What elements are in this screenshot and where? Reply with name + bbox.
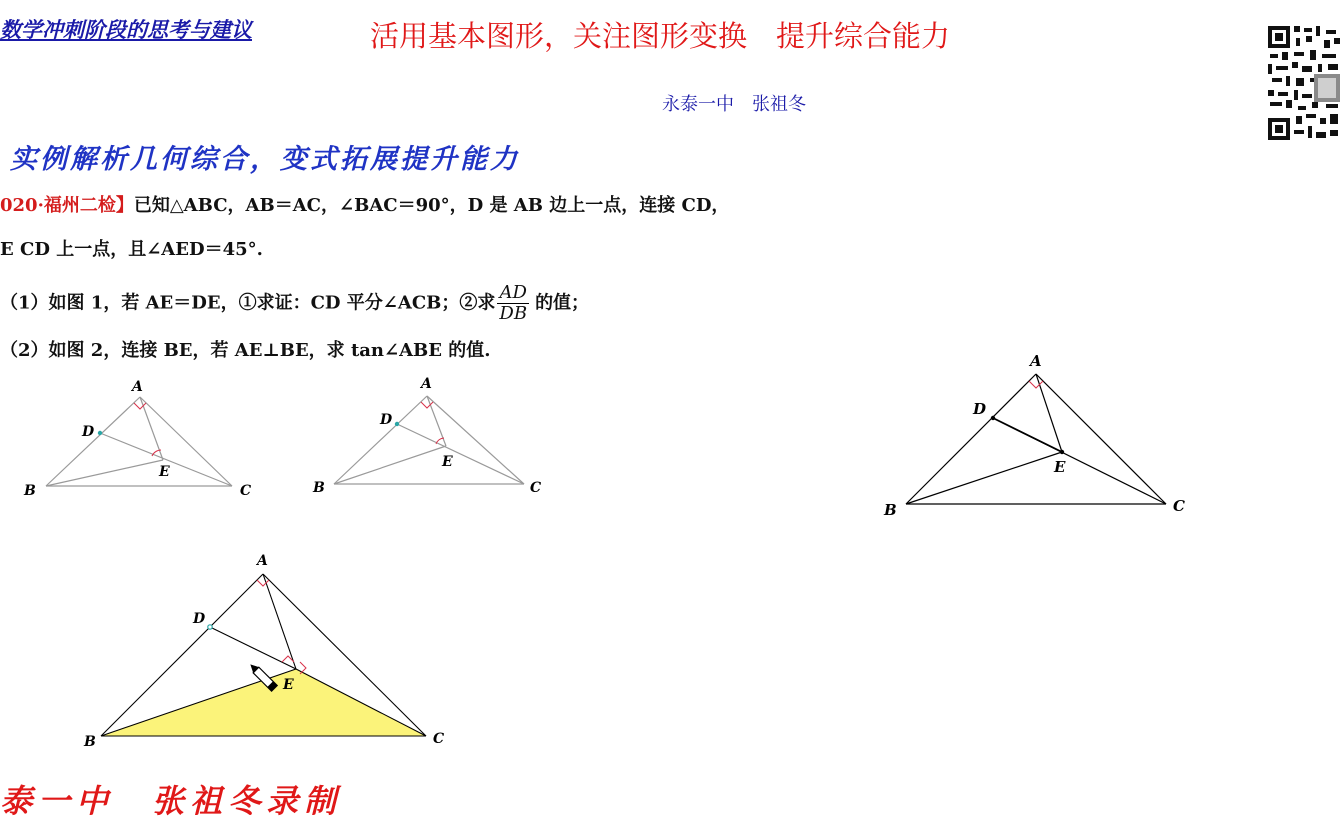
section-heading: 实例解析几何综合，变式拓展提升能力 [10,144,520,175]
label-a: A [132,379,143,395]
label-d: D [82,424,95,440]
figure-1 [20,372,260,502]
fraction-denominator: DB [499,303,528,324]
label-d: D [193,611,206,627]
label-a: A [421,376,432,392]
label-e: E [283,677,294,693]
author-line: 永泰一中 张祖冬 [662,94,806,115]
problem-line-2: E CD 上一点，且∠AED＝45°. [0,239,263,260]
label-b: B [313,480,325,496]
problem-source: 020·福州二检】 [0,195,134,216]
qr-code-icon [1266,22,1341,144]
problem-part1-end: 的值； [535,292,590,314]
problem-line-4: （2）如图 2，连接 BE，若 AE⊥BE，求 tan∠ABE 的值. [0,340,491,361]
label-a: A [1030,352,1042,370]
footer-credit: 泰一中 张祖冬录制 [0,782,343,820]
figure-4 [80,548,450,748]
label-e: E [159,464,170,480]
problem-part1-text: （1）如图 1，若 AE＝DE，①求证：CD 平分∠ACB；②求 [0,292,496,314]
label-e: E [1054,458,1066,476]
label-d: D [973,400,987,418]
page-title: 活用基本图形，关注图形变换 提升综合能力 [370,19,951,53]
label-c: C [433,731,445,747]
label-c: C [1173,497,1185,515]
problem-line-3 [0,283,589,324]
problem-line-1 [0,191,729,217]
fraction-numerator: AD [497,283,529,304]
problem-text-1: 已知△ABC，AB＝AC，∠BAC＝90°，D 是 AB 边上一点，连接 CD， [133,195,730,216]
fraction-ad-db [497,283,529,324]
label-d: D [380,412,393,428]
label-b: B [884,501,897,519]
figure-3 [878,348,1198,520]
label-c: C [240,483,252,499]
figure-2 [308,372,548,500]
header-link[interactable]: 数学冲刺阶段的思考与建议 [0,17,252,42]
label-e: E [442,454,453,470]
label-a: A [257,553,268,569]
label-b: B [84,734,96,750]
label-b: B [24,483,36,499]
label-c: C [530,480,542,496]
